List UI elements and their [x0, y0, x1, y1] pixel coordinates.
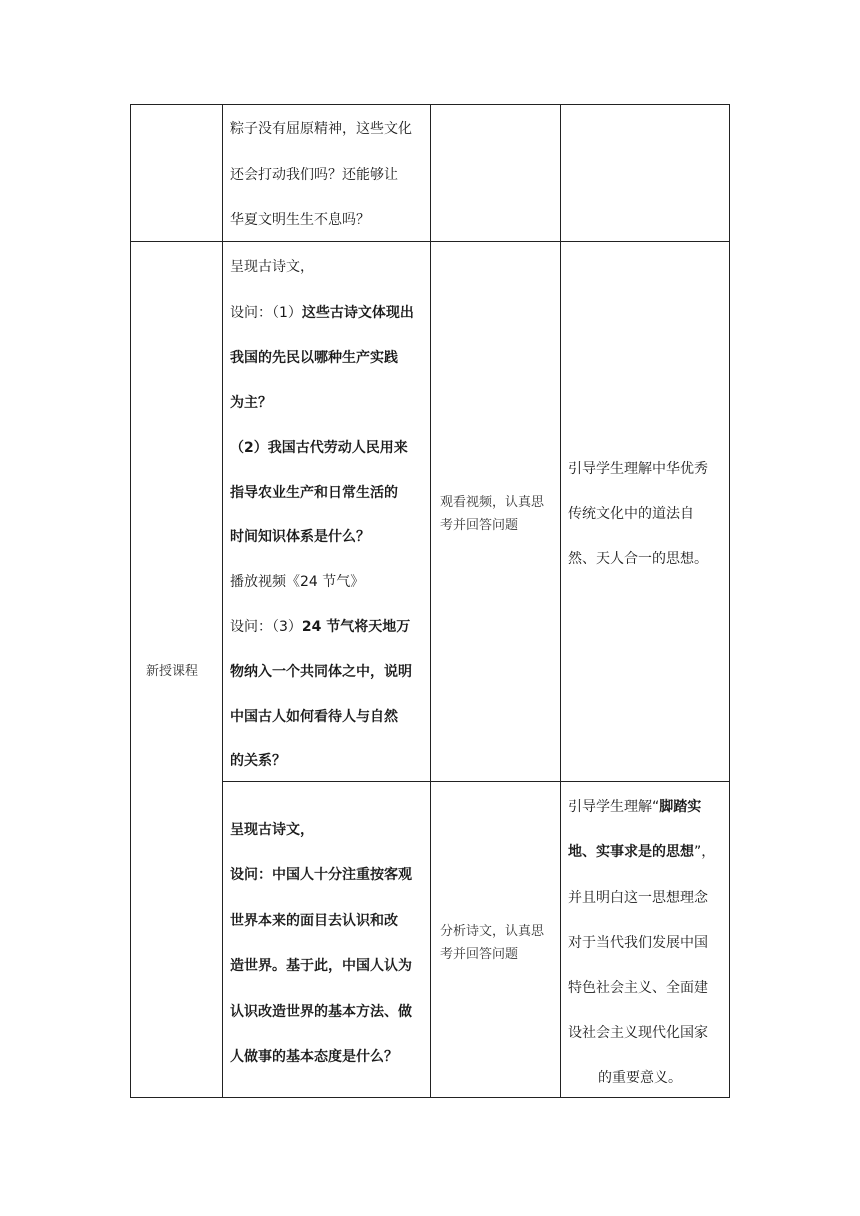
question-1-emphasis: 这些古诗文体现出 — [301, 305, 414, 321]
row2-student-line-2: 考并回答问题 — [440, 518, 519, 533]
question-prefix: 设问：（3） — [230, 619, 302, 635]
row2-line-9 — [230, 616, 410, 636]
table-right-border — [729, 104, 730, 1098]
intent-suffix: ”， — [694, 844, 716, 860]
row3-intent-line-1 — [568, 796, 701, 816]
row3-intent-line-2 — [568, 841, 715, 861]
row-divider-2 — [222, 781, 730, 782]
row2-line-1: 呈现古诗文， — [230, 259, 314, 275]
row3-student-line-2: 考并回答问题 — [440, 947, 519, 962]
intent-emphasis-1: 脚踏实 — [659, 799, 702, 815]
row3-line-6: 人做事的基本态度是什么？ — [230, 1049, 398, 1065]
row2-line-6: 指导农业生产和日常生活的 — [230, 485, 398, 501]
row2-line-10: 物纳入一个共同体之中，说明 — [230, 664, 412, 680]
row2-line-11: 中国古人如何看待人与自然 — [230, 709, 398, 725]
column-divider-2 — [430, 104, 431, 1098]
row2-intent-line-2: 传统文化中的道法自 — [568, 506, 694, 522]
row3-intent-line-7: 的重要意义。 — [598, 1070, 682, 1086]
row2-line-5: （2）我国古代劳动人民用来 — [230, 440, 408, 456]
stage-label: 新授课程 — [146, 664, 199, 679]
row3-line-4: 造世界。基于此，中国人认为 — [230, 958, 412, 974]
row2-line-2 — [230, 302, 414, 322]
intent-emphasis-2: 地、实事求是的思想 — [568, 844, 694, 860]
row3-intent-line-5: 特色社会主义、全面建 — [568, 980, 708, 996]
row2-intent-line-3: 然、天人合一的思想。 — [568, 551, 708, 567]
question-3-emphasis: 24 节气将天地万 — [301, 619, 411, 635]
row2-line-3: 我国的先民以哪种生产实践 — [230, 350, 398, 366]
row2-line-7: 时间知识体系是什么？ — [230, 529, 370, 545]
row3-student-line-1: 分析诗文，认真思 — [440, 924, 545, 939]
row3-line-5: 认识改造世界的基本方法、做 — [230, 1004, 412, 1020]
row3-intent-line-4: 对于当代我们发展中国 — [568, 935, 708, 951]
row3-intent-line-6: 设社会主义现代化国家 — [568, 1025, 708, 1041]
column-divider-1 — [222, 104, 223, 1098]
row1-line-1: 粽子没有屈原精神，这些文化 — [230, 121, 412, 137]
row1-line-2: 还会打动我们吗？还能够让 — [230, 167, 398, 183]
column-divider-3 — [560, 104, 561, 1098]
intent-prefix: 引导学生理解“ — [568, 799, 660, 815]
row3-line-1: 呈现古诗文， — [230, 822, 314, 838]
row2-student-line-1: 观看视频，认真思 — [440, 495, 545, 510]
table-left-border — [130, 104, 131, 1098]
row2-line-4: 为主？ — [230, 395, 272, 411]
row2-line-12: 的关系？ — [230, 753, 286, 769]
row3-line-2: 设问：中国人十分注重按客观 — [230, 867, 412, 883]
row1-line-3: 华夏文明生生不息吗？ — [230, 212, 370, 228]
row3-line-3: 世界本来的面目去认识和改 — [230, 913, 398, 929]
row3-intent-line-3: 并且明白这一思想理念 — [568, 890, 708, 906]
row2-intent-line-1: 引导学生理解中华优秀 — [568, 461, 708, 477]
question-prefix: 设问：（1） — [230, 305, 302, 321]
row2-line-8: 播放视频《24 节气》 — [230, 574, 365, 590]
